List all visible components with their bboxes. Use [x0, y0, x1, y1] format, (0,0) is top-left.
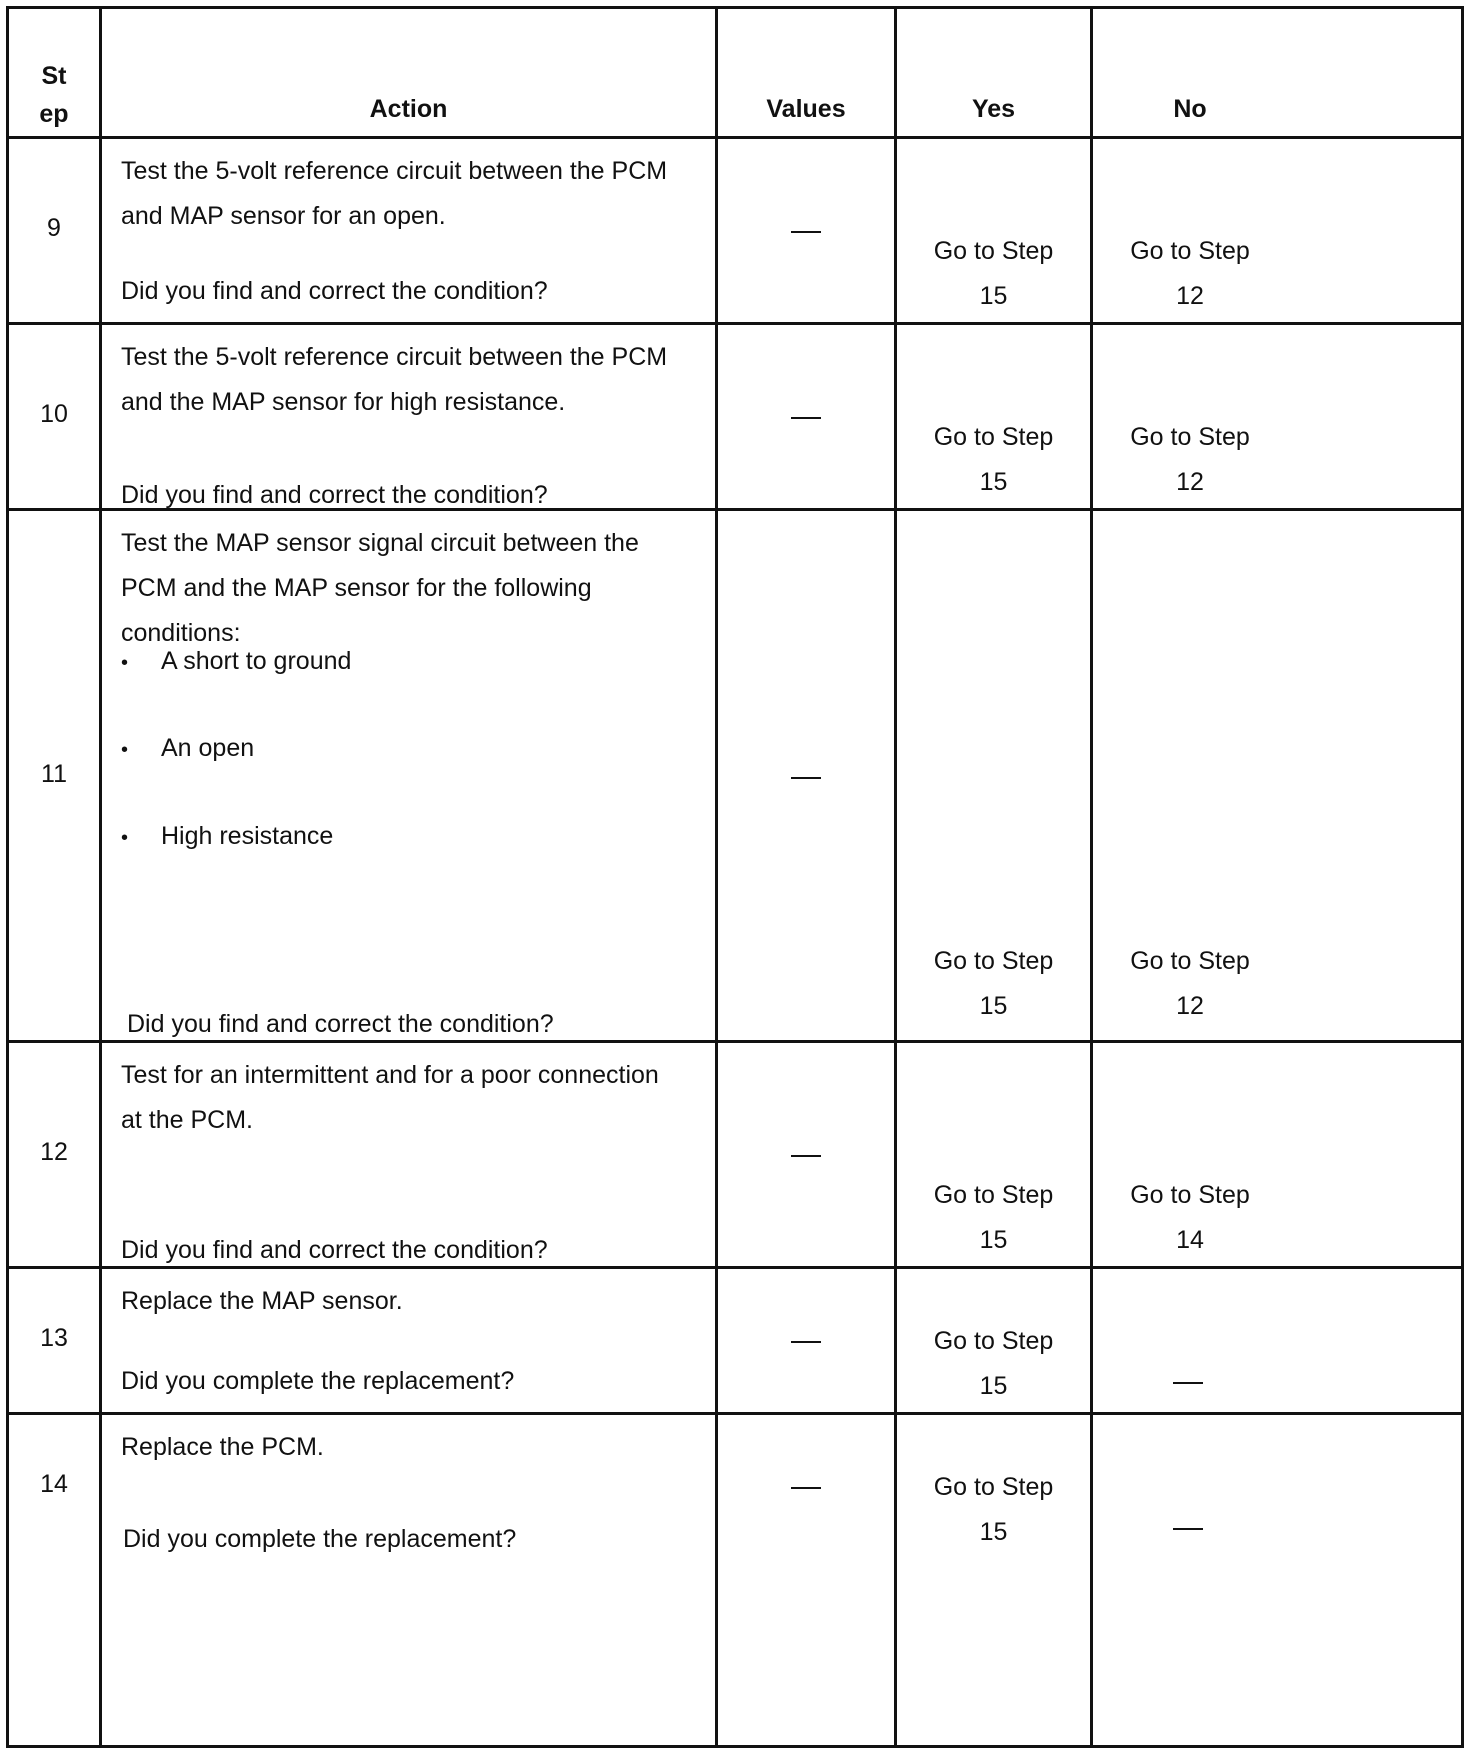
bullet-text: A short to ground [161, 647, 352, 675]
goto-label: Go to Step [933, 1181, 1054, 1209]
bullet-icon: • [121, 739, 129, 761]
no-goto [1093, 229, 1287, 319]
value-dash [791, 1155, 821, 1157]
header-values: Values [766, 95, 846, 123]
goto-label: Go to Step [1130, 947, 1250, 975]
header-step-line-1: St [41, 62, 67, 90]
yes-goto [897, 1173, 1090, 1263]
action-line: Test the 5-volt reference circuit between the PCM [121, 343, 668, 371]
action-line: and the MAP sensor for high resistance. [121, 388, 566, 416]
step-number: 12 [40, 1138, 68, 1166]
header-no: No [1173, 95, 1207, 123]
header-step-line-2: ep [39, 100, 69, 128]
goto-label: Go to Step [933, 423, 1054, 451]
goto-label: Go to Step [1130, 237, 1250, 265]
row-divider [9, 136, 1461, 139]
goto-label: Go to Step [933, 1473, 1054, 1501]
bullet-item [121, 814, 333, 861]
yes-goto [897, 939, 1090, 1029]
action-line: Test for an intermittent and for a poor connection [121, 1061, 659, 1089]
bullet-item [121, 726, 254, 773]
action-question: Did you complete the replacement? [121, 1367, 515, 1395]
goto-step: 14 [1176, 1226, 1204, 1254]
action-text [121, 149, 667, 239]
goto-step: 15 [979, 468, 1008, 496]
action-text [121, 521, 639, 656]
bullet-icon: • [121, 652, 129, 674]
action-line: at the PCM. [121, 1106, 253, 1134]
goto-step: 15 [979, 282, 1008, 310]
row-divider [9, 322, 1461, 325]
action-line: Replace the MAP sensor. [121, 1287, 403, 1315]
goto-step: 15 [979, 1372, 1008, 1400]
no-dash [1173, 1528, 1203, 1530]
no-goto [1093, 415, 1287, 505]
goto-step: 12 [1176, 468, 1204, 496]
value-dash [791, 777, 821, 779]
column-divider [99, 9, 102, 1745]
action-line: Test the 5-volt reference circuit between the PCM [121, 157, 668, 185]
goto-step: 12 [1176, 992, 1204, 1020]
yes-goto [897, 229, 1090, 319]
bullet-text: An open [161, 734, 255, 762]
action-text [121, 1053, 659, 1143]
action-text [121, 335, 667, 425]
action-line: Replace the PCM. [121, 1433, 324, 1461]
yes-goto [897, 1319, 1090, 1409]
step-number: 10 [40, 400, 68, 428]
goto-step: 15 [979, 1518, 1008, 1546]
header-action: Action [369, 95, 448, 123]
step-number: 11 [41, 760, 67, 788]
action-text [121, 1279, 403, 1324]
goto-step: 15 [979, 1226, 1008, 1254]
action-question: Did you find and correct the condition? [121, 1236, 548, 1264]
bullet-icon: • [121, 827, 129, 849]
action-question: Did you complete the replacement? [123, 1525, 517, 1553]
value-dash [791, 1341, 821, 1343]
bullet-text: High resistance [161, 822, 334, 850]
no-dash [1173, 1382, 1203, 1384]
step-number: 14 [40, 1470, 68, 1498]
action-question: Did you find and correct the condition? [121, 277, 548, 305]
action-line: PCM and the MAP sensor for the following [121, 574, 592, 602]
step-number: 9 [47, 214, 61, 242]
yes-goto [897, 415, 1090, 505]
goto-label: Go to Step [933, 237, 1054, 265]
action-line: Test the MAP sensor signal circuit between the [121, 529, 639, 557]
value-dash [791, 231, 821, 233]
goto-label: Go to Step [933, 947, 1054, 975]
yes-goto [897, 1465, 1090, 1555]
action-line: and MAP sensor for an open. [121, 202, 446, 230]
header-step [9, 57, 99, 133]
header-yes: Yes [971, 95, 1016, 123]
action-text [121, 1425, 324, 1470]
value-dash [791, 1487, 821, 1489]
bullet-item [121, 639, 351, 686]
row-divider [9, 1412, 1461, 1415]
goto-step: 15 [979, 992, 1008, 1020]
value-dash [791, 417, 821, 419]
action-line: conditions: [121, 619, 241, 647]
goto-step: 12 [1176, 282, 1204, 310]
column-divider [715, 9, 718, 1745]
goto-label: Go to Step [1130, 1181, 1250, 1209]
action-question: Did you find and correct the condition? [121, 481, 548, 509]
action-question: Did you find and correct the condition? [127, 1010, 554, 1038]
goto-label: Go to Step [1130, 423, 1250, 451]
diagnostic-table [6, 6, 1464, 1748]
no-goto [1093, 939, 1287, 1029]
no-goto [1093, 1173, 1287, 1263]
goto-label: Go to Step [933, 1327, 1054, 1355]
step-number: 13 [40, 1324, 68, 1352]
